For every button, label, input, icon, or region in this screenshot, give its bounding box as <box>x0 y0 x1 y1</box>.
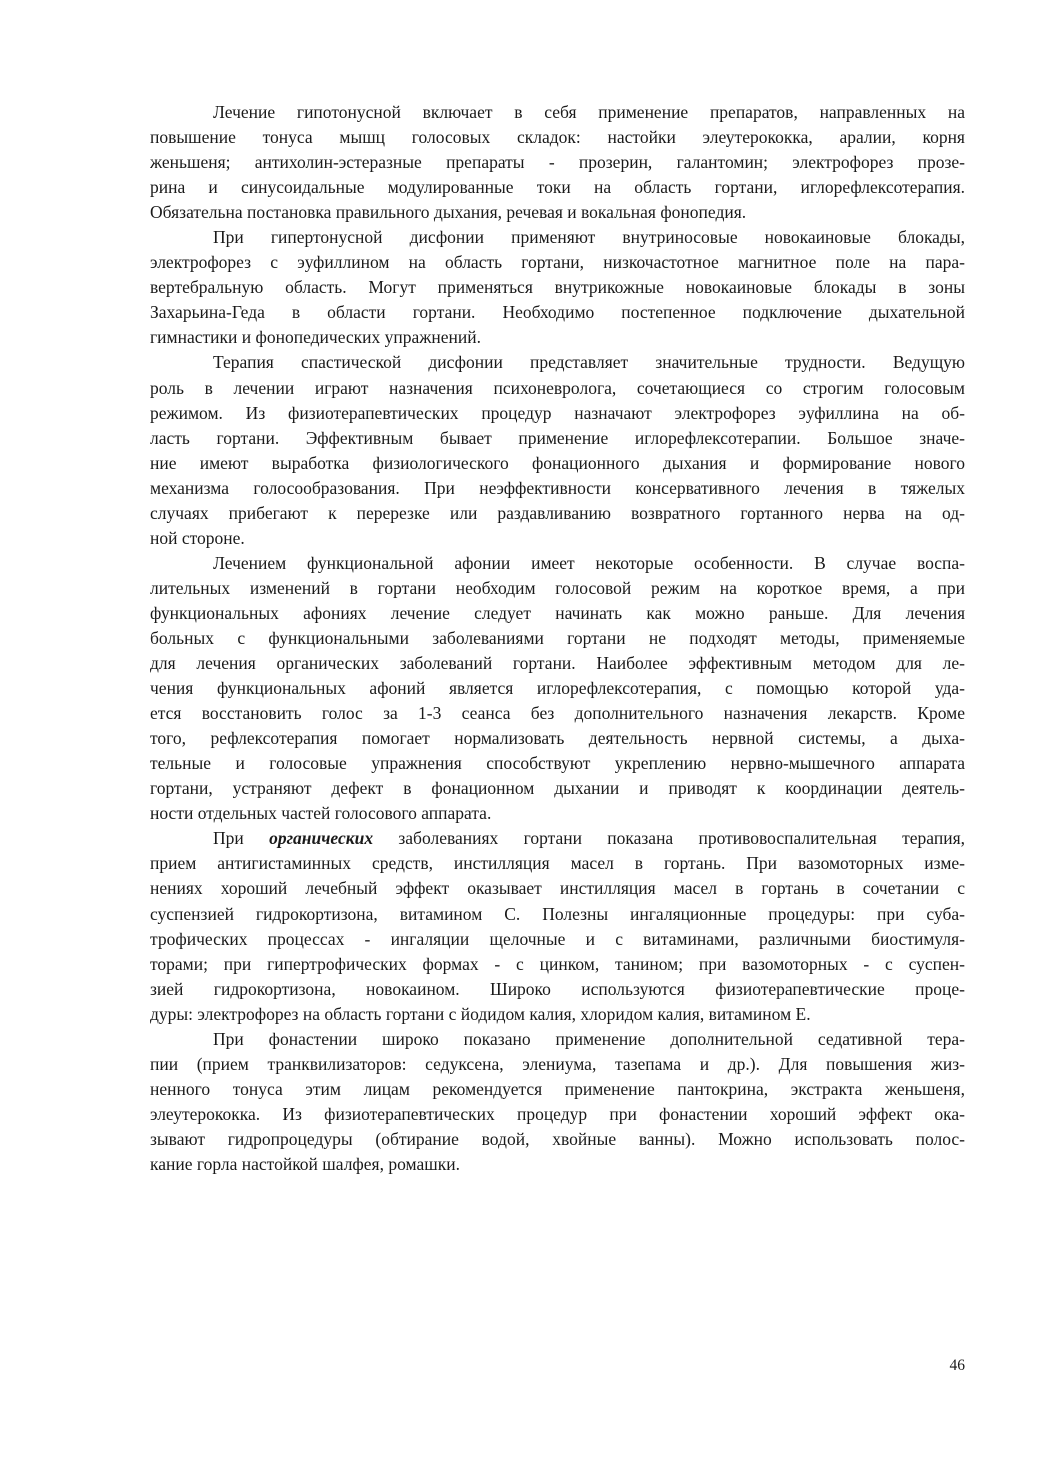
paragraph-organic-diseases <box>150 826 965 1026</box>
text-line: механизма голосообразования. При неэффективности консервативного лечения в тяжелых <box>150 477 965 498</box>
paragraph-functional-aphonia <box>150 551 965 827</box>
text-line: случаях прибегают к перерезке или раздавливанию возвратного гортанного нерва на од- <box>150 502 965 523</box>
text-line: дуры: электрофорез на область гортани с йодидом калия, хлоридом калия, витамином Е. <box>150 1003 811 1024</box>
text-line: Лечение гипотонусной включает в себя применение препаратов, направленных на <box>213 102 965 122</box>
page-number: 46 <box>949 1357 965 1374</box>
text-line: рина и синусоидальные модулированные токи на область гортани, иглорефлексотерапия. <box>150 177 965 198</box>
paragraph-hypotonic-treatment <box>150 100 965 225</box>
text-line: чения функциональных афоний является иглорефлексотерапия, с помощью которой уда- <box>150 678 965 699</box>
paragraph-spastic-dysphonia <box>150 350 965 550</box>
text-line: ние имеют выработка физиологического фонационного дыхания и формирование нового <box>150 452 965 473</box>
text-line: Лечением функциональной афонии имеет некоторые особенности. В случае воспа- <box>213 552 965 573</box>
text-line: кание горла настойкой шалфея, ромашки. <box>150 1153 460 1174</box>
text-line: зией гидрокортизона, новокаином. Широко используются физиотерапевтические проце- <box>150 978 965 999</box>
text-line: При гипертонусной дисфонии применяют внутриносовые новокаиновые блокады, <box>213 227 965 248</box>
text-line: гортани, устраняют дефект в фонационном дыхании и приводят к координации деятель- <box>150 778 965 799</box>
text-line: ной стороне. <box>150 527 245 548</box>
text-line: элеутерококка. Из физиотерапевтических процедур при фонастении хороший эффект ока- <box>150 1103 965 1124</box>
text-run: заболеваниях гортани показана противовоспалительная терапия, <box>373 828 965 849</box>
text-line: женьшеня; антихолин-эстеразные препараты - прозерин, галантомин; электрофорез прозе- <box>150 152 965 173</box>
text-line: ется восстановить голос за 1-3 сеанса без дополнительного назначения лекарств. Кроме <box>150 703 965 724</box>
text-line: суспензией гидрокортизона, витамином С. Полезны ингаляционные процедуры: при суба- <box>150 903 965 924</box>
text-line: прием антигистаминных средств, инстилляция масел в гортань. При вазомоторных изме- <box>150 853 965 874</box>
text-line: Обязательна постановка правильного дыхания, речевая и вокальная фонопедия. <box>150 202 747 223</box>
text-line: ласть гортани. Эффективным бывает применение иглорефлексотерапии. Большое значе- <box>150 427 965 448</box>
text-line: трофических процессах - ингаляции щелочные и с витаминами, различными биостимуля- <box>150 928 965 949</box>
text-line: больных с функциональными заболеваниями гортани не подходят методы, применяемые <box>150 627 965 648</box>
text-line: зывают гидропроцедуры (обтирание водой, хвойные ванны). Можно использовать полос- <box>150 1128 965 1149</box>
text-line: Захарьина-Геда в области гортани. Необходимо постепенное подключение дыхательной <box>150 302 965 323</box>
text-line: повышение тонуса мышц голосовых складок: настойки элеутерококка, аралии, корня <box>150 127 965 148</box>
text-line: электрофорез с эуфиллином на область гортани, низкочастотное магнитное поле на пара- <box>150 252 965 273</box>
text-run: При <box>213 828 270 849</box>
paragraph-phonasthenia <box>150 1027 965 1177</box>
emphasis-organic: органических <box>269 828 374 849</box>
text-line: пии (прием транквилизаторов: седуксена, элениума, тазепама и др.). Для повышения жиз- <box>150 1053 965 1074</box>
text-line: ности отдельных частей голосового аппарата. <box>150 803 492 824</box>
text-line: для лечения органических заболеваний гортани. Наиболее эффективным методом для ле- <box>150 653 965 674</box>
text-line: того, рефлексотерапия помогает нормализовать деятельность нервной системы, а дыха- <box>150 728 965 749</box>
text-line: ненного тонуса этим лицам рекомендуется применение пантокрина, экстракта женьшеня, <box>150 1078 965 1099</box>
text-line: тельные и голосовые упражнения способствуют укреплению нервно-мышечного аппарата <box>150 753 965 774</box>
text-line: функциональных афониях лечение следует начинать как можно раньше. Для лечения <box>150 602 965 623</box>
paragraph-hypertonic-dysphonia <box>150 225 965 350</box>
text-line: нениях хороший лечебный эффект оказывает инстилляция масел в гортань в сочетании с <box>150 878 965 899</box>
text-line: При фонастении широко показано применение дополнительной седативной тера- <box>213 1028 965 1049</box>
text-line: Терапия спастической дисфонии представляет значительные трудности. Ведущую <box>213 352 965 373</box>
text-line: роль в лечении играют назначения психоневролога, сочетающиеся со строгим голосовым <box>150 377 965 398</box>
body-text <box>150 100 965 1177</box>
text-line: гимнастики и фонопедических упражнений. <box>150 327 481 348</box>
text-line: лительных изменений в гортани необходим голосовой режим на короткое время, а при <box>150 577 965 598</box>
text-line: режимом. Из физиотерапевтических процедур назначают электрофорез эуфиллина на об- <box>150 402 965 423</box>
text-line <box>150 826 965 851</box>
text-line: торами; при гипертрофических формах - с цинком, танином; при вазомоторных - с суспен- <box>150 953 965 974</box>
text-line: вертебральную область. Могут применяться внутрикожные новокаиновые блокады в зоны <box>150 277 965 298</box>
